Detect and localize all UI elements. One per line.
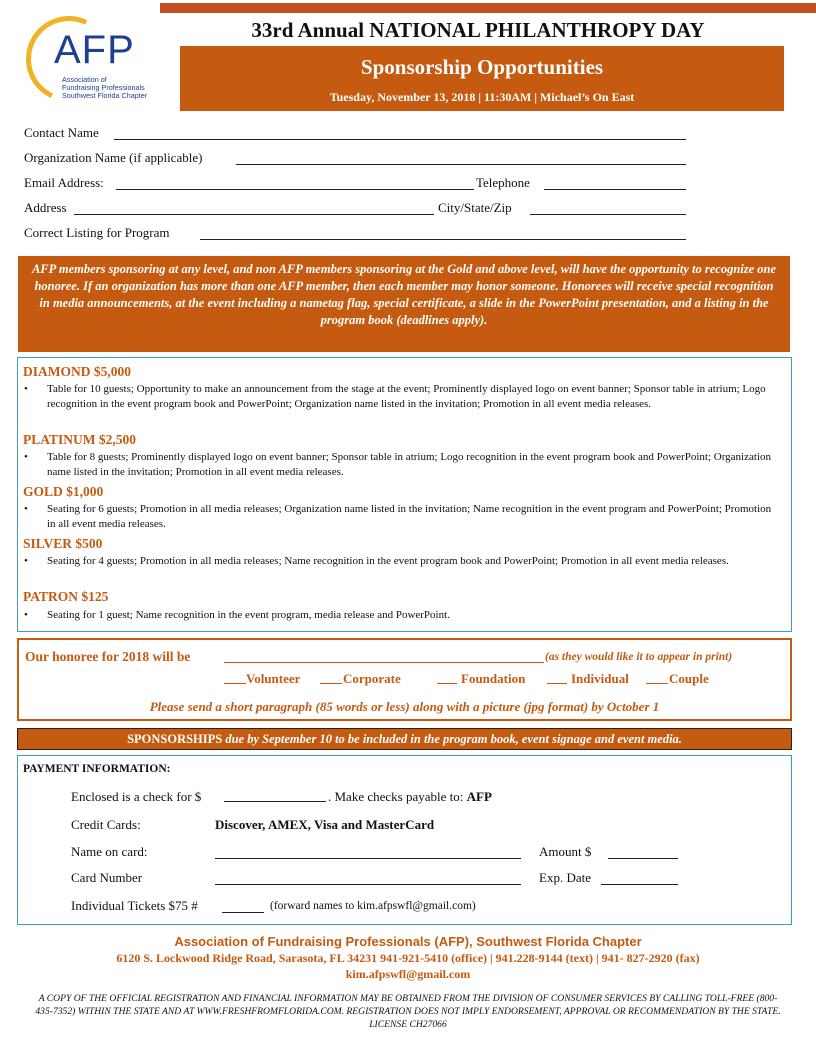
- level-benefits-silver: [24, 554, 779, 569]
- bullet-icon: •: [24, 555, 28, 567]
- footer-organization: Association of Fundraising Professionals (AFP), Southwest Florida Chapter: [174, 934, 642, 949]
- level-heading-silver: SILVER $500: [23, 536, 103, 551]
- honoree-label: Our honoree for 2018 will be: [25, 649, 191, 664]
- payable-to: AFP: [466, 789, 492, 804]
- couple-checkline[interactable]: [646, 683, 668, 684]
- address-row: [24, 200, 694, 218]
- level-heading-diamond: DIAMOND $5,000: [23, 364, 131, 379]
- exp-date-field[interactable]: [601, 884, 678, 885]
- tickets-label: Individual Tickets $75 #: [71, 898, 198, 913]
- level-benefits-text: Seating for 4 guests; Promotion in all media releases; Name recognition in the event program book and PowerPoint; Promotion in all event media releases.: [47, 555, 729, 567]
- level-benefits-text: Seating for 6 guests; Promotion in all media releases; Organization name listed in the invitation; Name recognition in the event program and PowerPoint; Promotion in all event media releases.: [47, 503, 772, 530]
- address-label: Address: [24, 200, 67, 215]
- footer-address: 6120 S. Lockwood Ridge Road, Sarasota, FL 34231 941-921-5410 (office) | 941.228-9144 (text) | 941- 827-2920 (fax): [116, 951, 700, 965]
- contact-name-field[interactable]: [114, 139, 686, 140]
- city-state-zip-label: City/State/Zip: [438, 200, 512, 215]
- deadline-bold: SPONSORSHIPS: [127, 732, 223, 746]
- foundation-checkline[interactable]: [437, 683, 457, 684]
- event-details: Tuesday, November 13, 2018 | 11:30AM | Michael’s On East: [329, 90, 635, 104]
- page-title: 33rd Annual NATIONAL PHILANTHROPY DAY: [251, 18, 705, 42]
- level-heading-gold: GOLD $1,000: [23, 484, 104, 499]
- email-row: [24, 175, 694, 193]
- volunteer-checkline[interactable]: [224, 683, 246, 684]
- amount-label: Amount $: [539, 844, 592, 859]
- title-band: [180, 46, 784, 111]
- telephone-field[interactable]: [544, 189, 686, 190]
- category-corporate: Corporate: [343, 671, 401, 686]
- logo-sub-line1: Association of: [62, 75, 107, 84]
- logo-mark: AFP: [54, 28, 135, 72]
- category-couple: Couple: [669, 671, 709, 686]
- payment-heading: PAYMENT INFORMATION:: [23, 763, 171, 775]
- sponsorship-levels: [17, 357, 792, 632]
- honoree-request: Please send a short paragraph (85 words or less) along with a picture (jpg format) by October 1: [149, 699, 660, 714]
- payable-label: . Make checks payable to:: [328, 789, 467, 804]
- name-on-card-field[interactable]: [215, 858, 521, 859]
- name-on-card-label: Name on card:: [71, 844, 148, 859]
- bullet-icon: •: [24, 451, 28, 463]
- level-benefits-text: Table for 8 guests; Prominently displayed logo on event banner; Sponsor table in atrium; Logo recognition in the event program book and PowerPoint; Organization name listed in the invitation; Promotion in all event media releases.: [47, 451, 771, 478]
- level-benefits-text: Table for 10 guests; Opportunity to make an announcement from the stage at the event; Prominently displayed logo on event banner; Sponsor table in atrium; Logo recognition in the event program book and PowerPoint; Organization name listed in the invitation; Promotion in all event media releases.: [47, 383, 766, 410]
- organization-label: Organization Name (if applicable): [24, 150, 203, 165]
- city-state-zip-field[interactable]: [530, 214, 686, 215]
- sponsorship-deadline: [17, 728, 792, 750]
- bullet-icon: •: [24, 609, 28, 621]
- level-benefits-text: Seating for 1 guest; Name recognition in the event program, media release and PowerPoint.: [47, 609, 450, 621]
- level-benefits-platinum: [24, 450, 779, 480]
- card-number-field[interactable]: [215, 884, 521, 885]
- contact-name-label: Contact Name: [24, 125, 99, 140]
- credit-cards-accepted: Discover, AMEX, Visa and MasterCard: [215, 817, 435, 832]
- payment-box: [17, 755, 792, 925]
- category-foundation: Foundation: [461, 671, 526, 686]
- email-field[interactable]: [116, 189, 474, 190]
- corporate-checkline[interactable]: [320, 683, 342, 684]
- honoree-box: [17, 638, 792, 721]
- credit-cards-label: Credit Cards:: [71, 817, 141, 832]
- registration-disclaimer: A COPY OF THE OFFICIAL REGISTRATION AND FINANCIAL INFORMATION MAY BE OBTAINED FROM THE DIVISION OF CONSUMER SERVICES BY CALLING TOLL-FREE (800-435-7352) WITHIN THE STATE AND AT WWW.FRESHFROMFLORIDA.COM. REGISTRATION DOES NOT IMPLY ENDORSEMENT, APPROVAL OR RECOMMENDATION BY THE STATE. LICENSE CH27066: [35, 993, 781, 1030]
- logo-sub-line2: Fundraising Professionals: [62, 83, 145, 92]
- amount-field[interactable]: [608, 858, 678, 859]
- listing-label: Correct Listing for Program: [24, 225, 170, 240]
- level-heading-patron: PATRON $125: [23, 589, 109, 604]
- deadline-text: due by September 10 to be included in the program book, event signage and event media.: [222, 732, 682, 746]
- logo-subtitle: [62, 76, 182, 100]
- exp-date-label: Exp. Date: [539, 870, 591, 885]
- tickets-quantity-field[interactable]: [222, 912, 264, 913]
- bullet-icon: •: [24, 383, 28, 395]
- honoree-notice: AFP members sponsoring at any level, and non AFP members sponsoring at the Gold and above level, will have the opportunity to recognize one honoree. If an organization has more than one AFP member, then each member may honor someone. Honorees will receive special recognition in media announcements, at the event including a nametag flag, special certificate, a slide in the PowerPoint presentation, and a listing in the program book (deadlines apply).: [18, 256, 790, 352]
- tickets-note: (forward names to kim.afpswfl@gmail.com): [270, 900, 476, 912]
- category-volunteer: Volunteer: [246, 671, 301, 686]
- level-benefits-diamond: [24, 382, 779, 412]
- category-individual: Individual: [571, 671, 629, 686]
- check-row: [71, 789, 201, 805]
- level-benefits-gold: [24, 502, 779, 532]
- payable-row: [328, 789, 492, 805]
- email-label: Email Address:: [24, 175, 104, 190]
- listing-row: [24, 225, 694, 243]
- level-benefits-patron: [24, 608, 779, 623]
- listing-field[interactable]: [200, 239, 686, 240]
- card-number-label: Card Number: [71, 870, 143, 885]
- address-field[interactable]: [74, 214, 434, 215]
- telephone-label: Telephone: [476, 175, 530, 190]
- band-title: Sponsorship Opportunities: [360, 55, 604, 79]
- logo-sub-line3: Southwest Florida Chapter: [62, 91, 148, 100]
- footer-email[interactable]: kim.afpswfl@gmail.com: [345, 967, 471, 981]
- top-accent-bar: [160, 3, 816, 13]
- check-amount-field[interactable]: [224, 801, 326, 802]
- bullet-icon: •: [24, 503, 28, 515]
- honoree-name-field[interactable]: [224, 662, 544, 663]
- check-label: Enclosed is a check for $: [71, 789, 202, 804]
- organization-field[interactable]: [236, 164, 686, 165]
- contact-name-row: [24, 125, 694, 143]
- organization-row: [24, 150, 694, 168]
- honoree-print-note: (as they would like it to appear in print): [545, 651, 733, 663]
- individual-checkline[interactable]: [547, 683, 567, 684]
- level-heading-platinum: PLATINUM $2,500: [23, 432, 136, 447]
